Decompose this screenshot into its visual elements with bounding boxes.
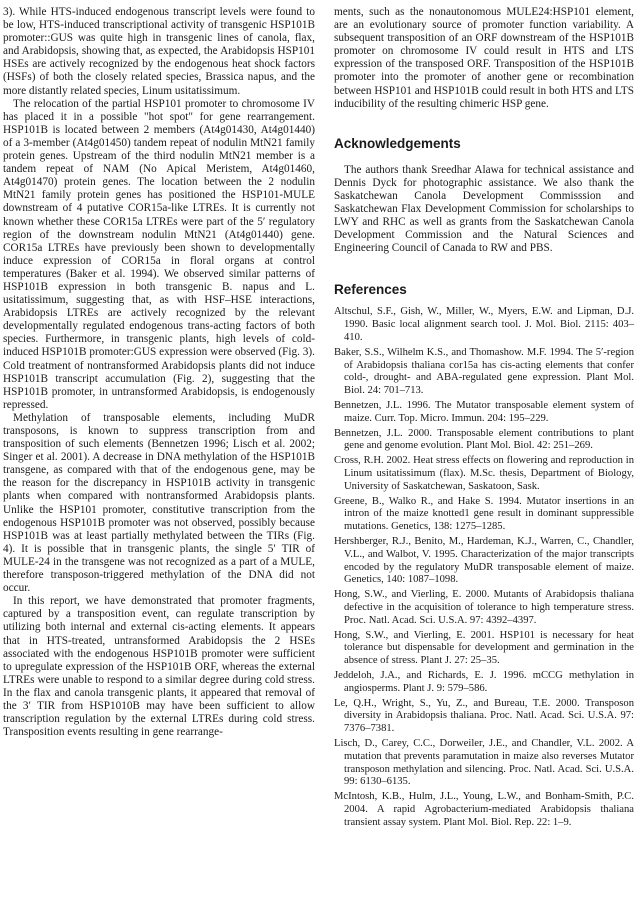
reference-item: Cross, R.H. 2002. Heat stress effects on flowering and reproduction in Linum usitatissimum (flax). M.Sc. thesis, Department of Biology, University of Saskatchewan, Saskatoon, Sask. [334, 455, 634, 492]
reference-item: Jeddeloh, J.A., and Richards, E. J. 1996. mCCG methylation in angiosperms. Plant J. 9: 579–586. [334, 669, 634, 694]
reference-item: Le, Q.H., Wright, S., Yu, Z., and Bureau, T.E. 2000. Transposon diversity in Arabidopsis thaliana. Proc. Natl. Acad. Sci. U.S.A. 97: 7376–7381. [334, 697, 634, 735]
reference-item: Altschul, S.F., Gish, W., Miller, W., Myers, E.W. and Lipman, D.J. 1990. Basic local alignment search tool. J. Mol. Biol. 2115: 403–410. [334, 306, 634, 343]
body-paragraph-1: 3). While HTS-induced endogenous transcript levels were found to be low, HTS-induced transcriptional activity of transgenic HSP101B promoter::GUS was quite high in transgenic lines of canola, flax, and Arabidopsis, showing that, as expected, the Arabidopsis HSP101 HSEs are actively recognized by the endogenous heat shock factors (HSFs) of both the closely related species, Brassica napus, and the more distantly related species, Linum usitatissimum. [3, 6, 315, 97]
body-paragraph-5: ments, such as the nonautonomous MULE24:HSP101 element, are an evolutionary source of promoter function variability. A subsequent transposition of an ORF downstream of the HSP101B promoter on chromosome IV could result in HTS and LTS expression of the transposed ORF. Transposition of the HSP101B promoter into the promoter of another gene or recombination between HSP101 and HSP101B could result in both HTS and LTS inducibility of the resulting chimeric HSP gene. [334, 6, 634, 110]
reference-item: Baker, S.S., Wilhelm K.S., and Thomashow. M.F. 1994. The 5′-region of Arabidopsis thaliana cor15a has cis-acting elements that confer cold-, drought- and ABA-regulated gene expression. Plant Mol. Biol. 24: 701–713. [334, 346, 634, 397]
body-paragraph-2: The relocation of the partial HSP101 promoter to chromosome IV has placed it in a possible "hot spot" for gene rearrangement. HSP101B is located between 2 members (At4g01430, At4g01440) of a 3-member (At4g01450) tandem repeat of nodulin MtN21 family protein genes. Upstream of the third nodulin MtN21 member is a tandem repeat of NAM (No Apical Meristem, At4g01460, At4g01470) protein genes. The location between the 2 nodulin MtN21 family protein genes has positioned the HSP101-MULE downstream of 4 putative COR15a-like LTREs. It is currently not known whether these COR15a LTREs were part of the 5′ regulatory region of the downstream nodulin MtN21 (At4g01440) gene. COR15a LTREs have previously been shown to developmentally induce expression of COR15a in floral organs at control temperatures (Baker et al. 1994). We observed similar patterns of HSP101B expression in both transgenic B. napus and L. usitatissimum, suggesting that, as with HSF–HSE interactions, Arabidopsis LTREs are actively recognized by the relevant developmentally regulated endogenous trans-acting factors of both species. Furthermore, in transgenic plants, high levels of cold-induced HSP101B promoter:GUS expression were observed (Fig. 3). Cold treatment of nontransformed Arabidopsis plants did not induce HSP101B transcript accumulation (Fig. 2), suggesting that the HSP101B promoter, in untransformed Arabidopsis, is endogenously repressed. [3, 97, 315, 411]
acknowledgements-heading: Acknowledgements [334, 135, 461, 151]
reference-item: Hershberger, R.J., Benito, M., Hardeman, K.J., Warren, C., Chandler, V.L., and Walbot, V. 1995. Characterization of the major transcripts encoded by the regulatory MuDR transposable element of maize. Genetics, 140: 1087–1098. [334, 535, 634, 586]
reference-list [334, 306, 634, 829]
acknowledgements-text: The authors thank Sreedhar Alawa for technical assistance and Dennis Dyck for photographic assistance. We also thank the Saskatchewan Canola Development Commisssion and Saskatchewan Flax Development Commission for scholarships to LWY and RHC as well as grants from the Saskatchewan Canola Development Commission and the Natural Sciences and Engineering Council of Canada to RW and PBS. [334, 163, 634, 255]
reference-item: Bennetzen, J.L. 1996. The Mutator transposable element system of maize. Curr. Top. Micro. Immun. 204: 195–229. [334, 399, 634, 424]
reference-item: Hong, S.W., and Vierling, E. 2000. Mutants of Arabidopsis thaliana defective in the acquisition of tolerance to high temperature stress. Proc. Natl. Acad. Sci. U.S.A. 97: 4392–4397. [334, 589, 634, 626]
left-column [3, 6, 315, 739]
reference-item: McIntosh, K.B., Hulm, J.L., Young, L.W., and Bonham-Smith, P.C. 2004. A rapid Agrobacterium-mediated Arabidopsis thaliana transient assay system. Plant Mol. Biol. Rep. 22: 1–9. [334, 791, 634, 828]
reference-item: Lisch, D., Carey, C.C., Dorweiler, J.E., and Chandler, V.L. 2002. A mutation that prevents paramutation in maize also reverses Mutator transposon methylation and silencing. Proc. Natl. Acad. Sci. U.S.A. 99: 6130–6135. [334, 737, 634, 788]
reference-item: Greene, B., Walko R., and Hake S. 1994. Mutator insertions in an intron of the maize knotted1 gene result in dominant suppressible mutations. Genetics, 138: 1275–1285. [334, 495, 634, 533]
reference-item: Hong, S.W., and Vierling, E. 2001. HSP101 is necessary for heat tolerance but dispensable for development and germination in the absence of stress. Plant J. 27: 25–35. [334, 629, 634, 667]
reference-item: Bennetzen, J.L. 2000. Transposable element contributions to plant gene and genome evolution. Plant Mol. Biol. 42: 251–269. [334, 427, 634, 452]
body-paragraph-3: Methylation of transposable elements, including MuDR transposons, is known to suppress transcription from and transposition of such elements (Bennetzen 1996; Lisch et al. 2002; Singer et al. 2001). A decrease in DNA methylation of the HSP101B transgene, as compared with that of the endogenous gene, may be the reason for the discrepancy in HSP101B activity in transgenic plants when compared with nontransformed Arabidopsis plants. Unlike the HSP101 promoter, constitutive transcription from the endogenous HSP101B promoter was not observed, possibly because HSP101B was at least partially methylated between the TIRs (Fig. 4). It is possible that in transgenic plants, the single 5′ TIR of MULE-24 in the transgene was not recognized as a part of a MULE, therefore transposon-triggered methylation of the DNA did not occur. [3, 411, 315, 595]
right-column [334, 6, 634, 831]
body-paragraph-4: In this report, we have demonstrated that promoter fragments, captured by a transposition event, can regulate transcription by utilizing both internal and external cis-acting elements. It appears that in HTS-treated, untransformed Arabidopsis the 2 HSEs associated with the endogenous HSP101B promoter were sufficient to upregulate expression of the HSP101B ORF, whereas the external LTREs were unable to respond to a similar degree during cold stress. In the flax and canola transgenic plants, it appeared that removal of the 3′ TIR from HSP1010B may have been sufficient to allow transcription regulation by the external LTREs during cold stress. Transposition events resulting in gene rearrange- [3, 595, 315, 739]
references-heading: References [334, 282, 407, 298]
